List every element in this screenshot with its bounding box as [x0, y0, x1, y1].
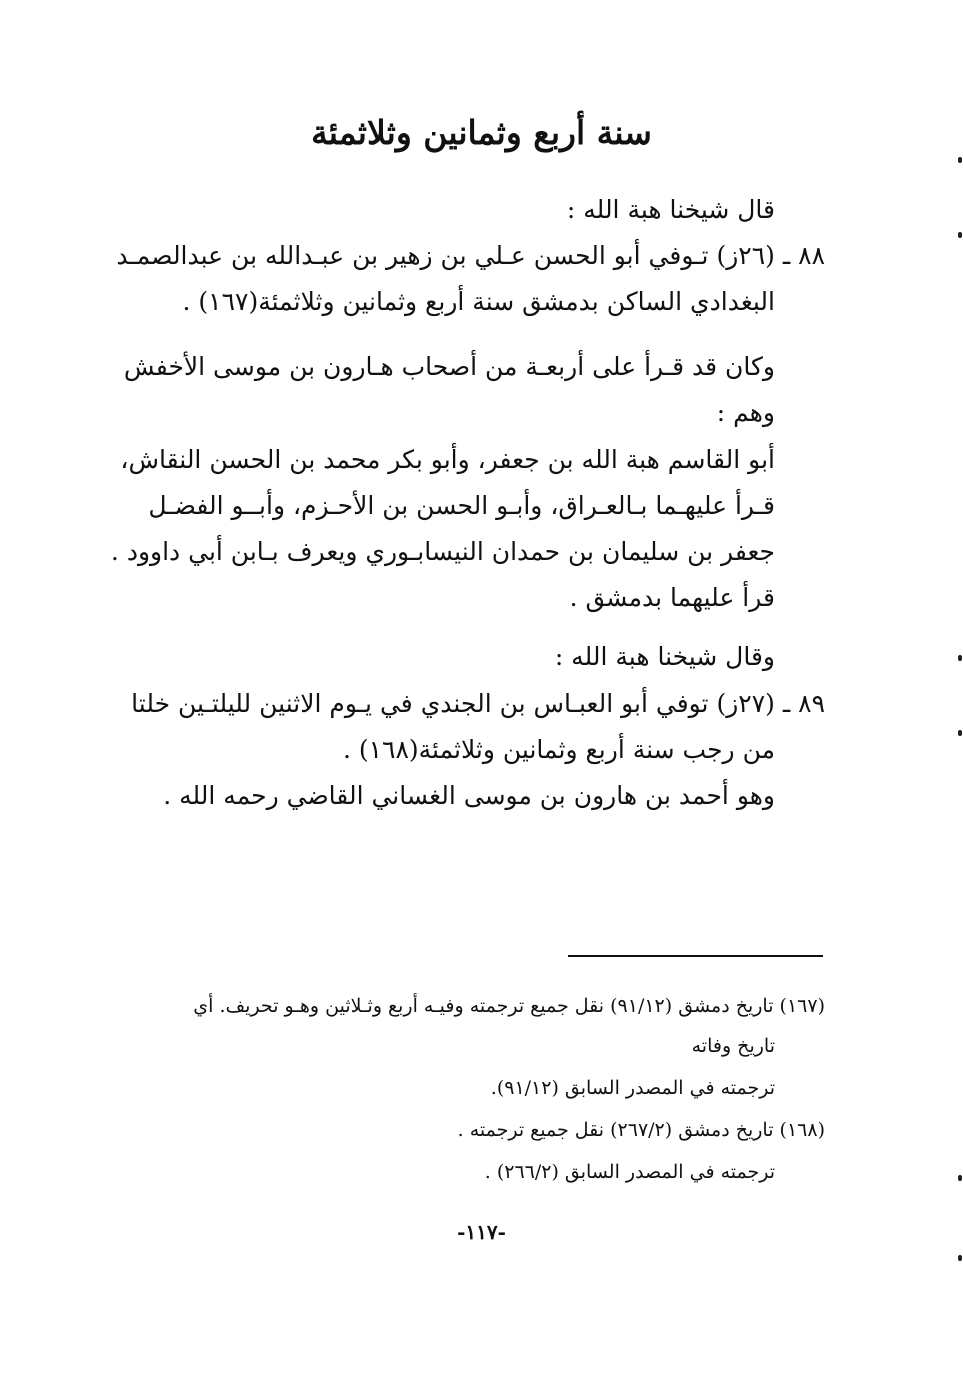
- entry-89-line-3: وهو أحمد بن هارون بن موسى الغساني القاضي رحمه الله .: [163, 781, 775, 810]
- footnote-167-line-1: (١٦٧) تاريخ دمشق (٩١/١٢) نقل جميع ترجمته وفيـه أربع وثـلاثين وهـو تحريف. أي: [193, 995, 825, 1017]
- paragraph-line-5: جعفر بن سليمان بن حمدان النيسابـوري ويعرف بـابن أبي داوود .: [110, 537, 775, 566]
- page-number: -١١٧-: [457, 1220, 506, 1244]
- scan-mark: [958, 655, 962, 661]
- entry-88-line-1: ٨٨ ـ (٢٦ز) تـوفي أبو الحسن عـلي بن زهير بن عبـدالله بن عبدالصمـد: [116, 241, 825, 270]
- intro-text-2: وقال شيخنا هبة الله :: [554, 642, 775, 671]
- paragraph-line-6: قرأ عليهما بدمشق .: [569, 583, 775, 612]
- scan-mark: [958, 1175, 962, 1181]
- footnote-separator: [568, 955, 823, 957]
- footnote-167-line-3: ترجمته في المصدر السابق (٩١/١٢).: [490, 1077, 775, 1099]
- footnote-168-line-2: ترجمته في المصدر السابق (٢٦٦/٢) .: [484, 1161, 775, 1183]
- paragraph-line-3: أبو القاسم هبة الله بن جعفر، وأبو بكر محمد بن الحسن النقاش،: [120, 445, 775, 474]
- entry-89-line-1: ٨٩ ـ (٢٧ز) توفي أبو العبـاس بن الجندي في يـوم الاثنين لليلتـين خلتا: [131, 689, 825, 718]
- entry-89-line-2: من رجب سنة أربع وثمانين وثلاثمئة(١٦٨) .: [342, 735, 775, 764]
- scan-mark: [958, 1255, 962, 1261]
- page-title: سنة أربع وثمانين وثلاثمئة: [311, 113, 652, 152]
- entry-88-line-2: البغدادي الساكن بدمشق سنة أربع وثمانين وثلاثمئة(١٦٧) .: [182, 287, 775, 316]
- paragraph-line-2: وهم :: [716, 398, 775, 427]
- footnote-167-line-2: تاريخ وفاته: [691, 1035, 775, 1057]
- scan-mark: [958, 157, 962, 163]
- scan-mark: [958, 730, 962, 736]
- paragraph-line-4: قـرأ عليهـما بـالعـراق، وأبـو الحسن بن الأحـزم، وأبــو الفضـل: [148, 491, 775, 520]
- scan-mark: [958, 232, 962, 238]
- paragraph-line-1: وكان قد قـرأ على أربعـة من أصحاب هـارون بن موسى الأخفش: [123, 352, 775, 381]
- intro-text-1: قال شيخنا هبة الله :: [566, 195, 775, 224]
- footnote-168-line-1: (١٦٨) تاريخ دمشق (٢٦٧/٢) نقل جميع ترجمته .: [457, 1119, 825, 1141]
